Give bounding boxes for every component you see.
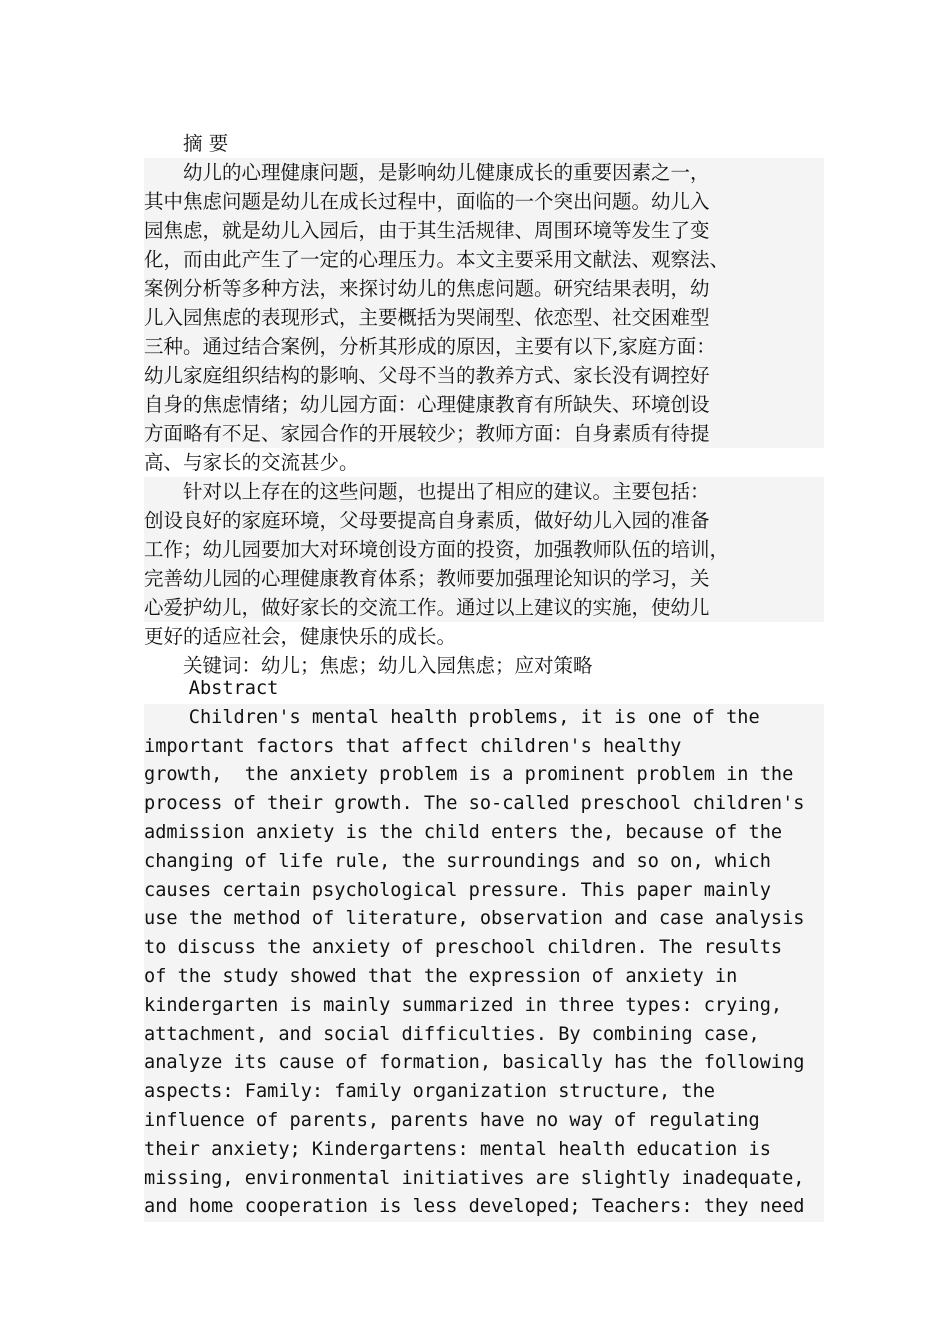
text-line: 幼儿家庭组织结构的影响、父母不当的教养方式、家长没有调控好 [144,361,824,390]
text-line: 儿入园焦虑的表现形式，主要概括为哭闹型、依恋型、社交困难型 [144,303,824,332]
text-line: 园焦虑，就是幼儿入园后，由于其生活规律、周围环境等发生了变 [144,216,824,245]
english-abstract [144,675,824,1222]
text-line: Children's mental health problems, it is one of the [144,704,824,733]
text-line: 自身的焦虑情绪；幼儿园方面：心理健康教育有所缺失、环境创设 [144,390,824,419]
text-line: 三种。通过结合案例，分析其形成的原因，主要有以下,家庭方面： [144,332,824,361]
text-line: 高、与家长的交流甚少。 [144,451,359,474]
text-line: changing of life rule, the surroundings and so on, which [144,848,824,877]
text-line: 针对以上存在的这些问题，也提出了相应的建议。主要包括： [144,477,824,506]
abstract-paragraph-1 [144,158,824,477]
text-line: 案例分析等多种方法，来探讨幼儿的焦虑问题。研究结果表明，幼 [144,274,824,303]
chinese-abstract [144,129,824,680]
text-line: 创设良好的家庭环境，父母要提高自身素质，做好幼儿入园的准备 [144,506,824,535]
text-line: and home cooperation is less developed; Teachers: they need [144,1193,824,1222]
text-line: important factors that affect children's healthy [144,733,824,762]
text-line: missing, environmental initiatives are slightly inadequate, [144,1165,824,1194]
text-line: aspects: Family: family organization structure, the [144,1078,824,1107]
text-line: 完善幼儿园的心理健康教育体系；教师要加强理论知识的学习，关 [144,564,824,593]
text-line: analyze its cause of formation, basically has the following [144,1049,824,1078]
text-line: 化，而由此产生了一定的心理压力。本文主要采用文献法、观察法、 [144,245,824,274]
abstract-paragraph-2 [144,477,824,651]
text-line: use the method of literature, observation and case analysis [144,905,824,934]
text-line: growth, the anxiety problem is a prominent problem in the [144,761,824,790]
text-line: 更好的适应社会，健康快乐的成长。 [144,625,457,648]
text-line: causes certain psychological pressure. This paper mainly [144,877,824,906]
text-line: of the study showed that the expression of anxiety in [144,963,824,992]
text-line: 其中焦虑问题是幼儿在成长过程中，面临的一个突出问题。幼儿入 [144,187,824,216]
text-line: to discuss the anxiety of preschool children. The results [144,934,824,963]
text-line: their anxiety; Kindergartens: mental health education is [144,1136,824,1165]
text-line: kindergarten is mainly summarized in three types: crying, [144,992,824,1021]
text-line: process of their growth. The so-called preschool children's [144,790,824,819]
text-line: 工作；幼儿园要加大对环境创设方面的投资，加强教师队伍的培训， [144,535,824,564]
abstract-heading-cn: 摘 要 [144,132,229,155]
text-line: 心爱护幼儿，做好家长的交流工作。通过以上建议的实施，使幼儿 [144,593,824,622]
text-line: influence of parents, parents have no way of regulating [144,1107,824,1136]
text-line: 方面略有不足、家园合作的开展较少；教师方面：自身素质有待提 [144,419,824,448]
text-line: admission anxiety is the child enters the, because of the [144,819,824,848]
keywords-line: 关键词：幼儿；焦虑；幼儿入园焦虑；应对策略 [144,654,593,677]
text-line: 幼儿的心理健康问题，是影响幼儿健康成长的重要因素之一， [144,158,824,187]
text-line: attachment, and social difficulties. By combining case, [144,1021,824,1050]
abstract-heading-en: Abstract [144,678,279,699]
